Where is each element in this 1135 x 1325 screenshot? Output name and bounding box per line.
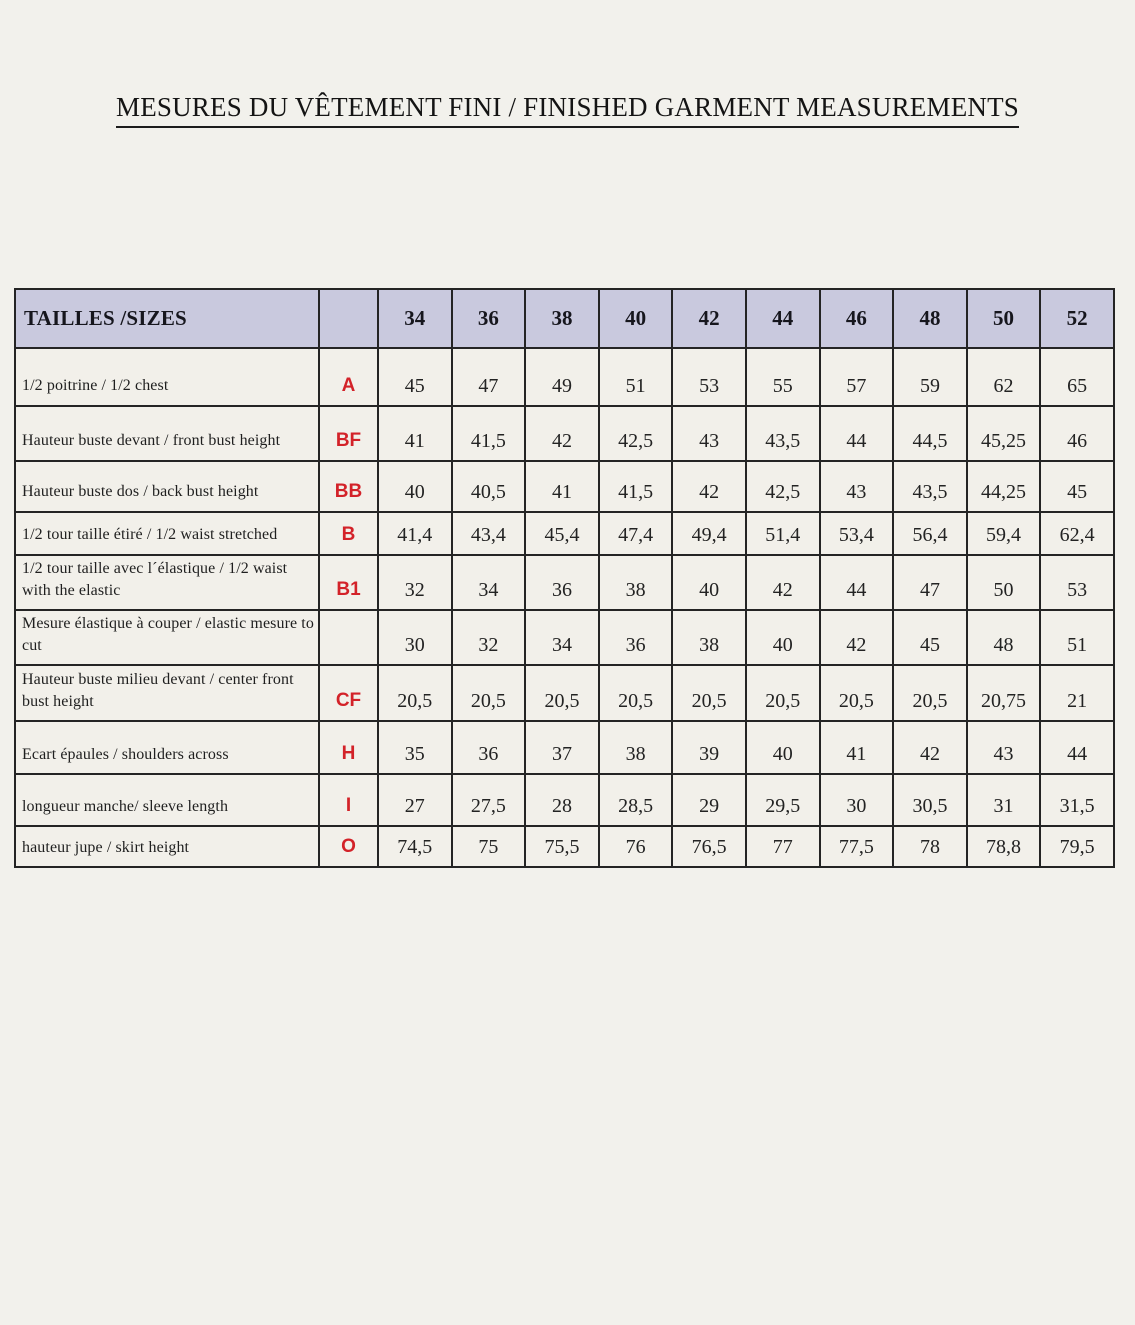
size-column-header: 38 — [525, 289, 599, 348]
size-column-header: 42 — [672, 289, 746, 348]
measurement-value-cell: 51 — [599, 348, 673, 406]
measurement-value-cell: 20,5 — [893, 665, 967, 721]
measurement-value-cell: 41 — [820, 721, 894, 774]
measurement-value-cell: 42 — [746, 555, 820, 610]
measurement-value-cell: 35 — [378, 721, 452, 774]
measurement-value-cell: 42 — [672, 461, 746, 512]
measurement-value-cell: 44 — [820, 555, 894, 610]
measurement-value-cell: 41,5 — [452, 406, 526, 461]
measurement-value-cell: 41 — [525, 461, 599, 512]
measurement-code-cell: B1 — [319, 555, 378, 610]
table-row — [15, 774, 1114, 826]
measurement-value-cell: 30 — [378, 610, 452, 665]
measurement-value-cell: 21 — [1040, 665, 1114, 721]
measurement-value-cell: 53 — [1040, 555, 1114, 610]
measurement-value-cell: 36 — [525, 555, 599, 610]
measurement-value-cell: 36 — [452, 721, 526, 774]
measurement-value-cell: 32 — [378, 555, 452, 610]
measurement-value-cell: 43 — [820, 461, 894, 512]
measurement-code-cell: O — [319, 826, 378, 867]
measurement-value-cell: 45 — [378, 348, 452, 406]
measurement-value-cell: 40 — [672, 555, 746, 610]
measurement-value-cell: 43,5 — [893, 461, 967, 512]
measurement-value-cell: 42 — [820, 610, 894, 665]
measurement-value-cell: 62,4 — [1040, 512, 1114, 555]
measurement-value-cell: 38 — [672, 610, 746, 665]
measurement-value-cell: 28,5 — [599, 774, 673, 826]
size-column-header: 44 — [746, 289, 820, 348]
measurement-code-cell: B — [319, 512, 378, 555]
measurement-value-cell: 41 — [378, 406, 452, 461]
measurement-value-cell: 36 — [599, 610, 673, 665]
measurement-value-cell: 45 — [893, 610, 967, 665]
size-column-header: 52 — [1040, 289, 1114, 348]
measurement-value-cell: 46 — [1040, 406, 1114, 461]
measurement-value-cell: 50 — [967, 555, 1041, 610]
measurement-value-cell: 28 — [525, 774, 599, 826]
table-row — [15, 665, 1114, 721]
measurement-label-cell: longueur manche/ sleeve length — [15, 774, 319, 826]
measurement-value-cell: 77,5 — [820, 826, 894, 867]
measurement-value-cell: 20,5 — [525, 665, 599, 721]
measurement-value-cell: 40 — [746, 721, 820, 774]
measurement-value-cell: 43 — [967, 721, 1041, 774]
measurement-value-cell: 76 — [599, 826, 673, 867]
measurement-value-cell: 44,5 — [893, 406, 967, 461]
sizes-header-label: TAILLES /SIZES — [15, 289, 319, 348]
measurement-value-cell: 59 — [893, 348, 967, 406]
measurement-value-cell: 45,4 — [525, 512, 599, 555]
measurement-value-cell: 45 — [1040, 461, 1114, 512]
measurement-label-cell: Hauteur buste milieu devant / center front bust height — [15, 665, 319, 721]
measurement-value-cell: 47 — [893, 555, 967, 610]
size-column-header: 48 — [893, 289, 967, 348]
measurement-value-cell: 40 — [378, 461, 452, 512]
measurement-value-cell: 20,5 — [820, 665, 894, 721]
size-column-header: 34 — [378, 289, 452, 348]
measurements-table — [14, 288, 1115, 868]
measurement-value-cell: 75 — [452, 826, 526, 867]
table-header-row — [15, 289, 1114, 348]
measurement-value-cell: 77 — [746, 826, 820, 867]
measurement-value-cell: 76,5 — [672, 826, 746, 867]
table-row — [15, 406, 1114, 461]
measurement-value-cell: 57 — [820, 348, 894, 406]
measurement-value-cell: 27 — [378, 774, 452, 826]
table-body — [15, 348, 1114, 867]
measurement-value-cell: 44,25 — [967, 461, 1041, 512]
measurement-value-cell: 75,5 — [525, 826, 599, 867]
measurement-value-cell: 42 — [893, 721, 967, 774]
measurement-value-cell: 38 — [599, 555, 673, 610]
measurement-value-cell: 43 — [672, 406, 746, 461]
measurement-value-cell: 29 — [672, 774, 746, 826]
measurement-code-cell: CF — [319, 665, 378, 721]
table-row — [15, 512, 1114, 555]
measurement-value-cell: 44 — [820, 406, 894, 461]
measurement-value-cell: 41,4 — [378, 512, 452, 555]
measurement-value-cell: 40,5 — [452, 461, 526, 512]
measurement-value-cell: 43,4 — [452, 512, 526, 555]
measurement-value-cell: 30 — [820, 774, 894, 826]
size-column-header: 46 — [820, 289, 894, 348]
measurement-value-cell: 53 — [672, 348, 746, 406]
measurement-code-cell: I — [319, 774, 378, 826]
page-title-wrap — [0, 92, 1135, 128]
measurement-label-cell: hauteur jupe / skirt height — [15, 826, 319, 867]
measurement-value-cell: 43,5 — [746, 406, 820, 461]
measurement-code-cell: BB — [319, 461, 378, 512]
table-row — [15, 826, 1114, 867]
measurement-value-cell: 20,75 — [967, 665, 1041, 721]
measurement-value-cell: 34 — [452, 555, 526, 610]
measurement-value-cell: 42,5 — [599, 406, 673, 461]
measurement-value-cell: 51 — [1040, 610, 1114, 665]
measurement-value-cell: 48 — [967, 610, 1041, 665]
measurement-code-cell: BF — [319, 406, 378, 461]
size-column-header: 36 — [452, 289, 526, 348]
measurement-value-cell: 78,8 — [967, 826, 1041, 867]
page-title: MESURES DU VÊTEMENT FINI / FINISHED GARMENT MEASUREMENTS — [116, 92, 1019, 128]
measurement-value-cell: 44 — [1040, 721, 1114, 774]
measurement-code-cell — [319, 610, 378, 665]
table-row — [15, 610, 1114, 665]
code-column-header — [319, 289, 378, 348]
measurement-value-cell: 37 — [525, 721, 599, 774]
measurement-label-cell: Mesure élastique à couper / elastic mesure to cut — [15, 610, 319, 665]
measurement-value-cell: 79,5 — [1040, 826, 1114, 867]
measurement-value-cell: 45,25 — [967, 406, 1041, 461]
measurement-value-cell: 74,5 — [378, 826, 452, 867]
measurement-label-cell: 1/2 tour taille étiré / 1/2 waist stretched — [15, 512, 319, 555]
table-row — [15, 721, 1114, 774]
measurement-value-cell: 49,4 — [672, 512, 746, 555]
measurement-label-cell: 1/2 tour taille avec l´élastique / 1/2 waist with the elastic — [15, 555, 319, 610]
measurement-value-cell: 20,5 — [746, 665, 820, 721]
measurement-value-cell: 56,4 — [893, 512, 967, 555]
size-column-header: 50 — [967, 289, 1041, 348]
measurement-value-cell: 31,5 — [1040, 774, 1114, 826]
measurement-label-cell: 1/2 poitrine / 1/2 chest — [15, 348, 319, 406]
measurement-value-cell: 42 — [525, 406, 599, 461]
measurement-code-cell: A — [319, 348, 378, 406]
table-row — [15, 348, 1114, 406]
measurement-value-cell: 59,4 — [967, 512, 1041, 555]
measurement-code-cell: H — [319, 721, 378, 774]
measurement-value-cell: 20,5 — [378, 665, 452, 721]
page — [0, 92, 1135, 1325]
measurement-value-cell: 62 — [967, 348, 1041, 406]
measurement-value-cell: 31 — [967, 774, 1041, 826]
measurement-value-cell: 20,5 — [452, 665, 526, 721]
measurement-value-cell: 51,4 — [746, 512, 820, 555]
size-column-header: 40 — [599, 289, 673, 348]
measurement-label-cell: Hauteur buste devant / front bust height — [15, 406, 319, 461]
measurement-value-cell: 39 — [672, 721, 746, 774]
measurement-value-cell: 29,5 — [746, 774, 820, 826]
measurement-value-cell: 49 — [525, 348, 599, 406]
measurement-value-cell: 42,5 — [746, 461, 820, 512]
table-row — [15, 555, 1114, 610]
measurement-value-cell: 38 — [599, 721, 673, 774]
measurement-value-cell: 78 — [893, 826, 967, 867]
measurement-value-cell: 53,4 — [820, 512, 894, 555]
measurement-value-cell: 20,5 — [599, 665, 673, 721]
measurement-value-cell: 65 — [1040, 348, 1114, 406]
measurement-label-cell: Ecart épaules / shoulders across — [15, 721, 319, 774]
measurement-value-cell: 40 — [746, 610, 820, 665]
measurement-value-cell: 27,5 — [452, 774, 526, 826]
measurement-value-cell: 32 — [452, 610, 526, 665]
measurement-value-cell: 20,5 — [672, 665, 746, 721]
measurement-label-cell: Hauteur buste dos / back bust height — [15, 461, 319, 512]
measurement-value-cell: 41,5 — [599, 461, 673, 512]
measurement-value-cell: 30,5 — [893, 774, 967, 826]
measurement-value-cell: 47 — [452, 348, 526, 406]
measurement-value-cell: 47,4 — [599, 512, 673, 555]
measurement-value-cell: 34 — [525, 610, 599, 665]
table-row — [15, 461, 1114, 512]
measurement-value-cell: 55 — [746, 348, 820, 406]
